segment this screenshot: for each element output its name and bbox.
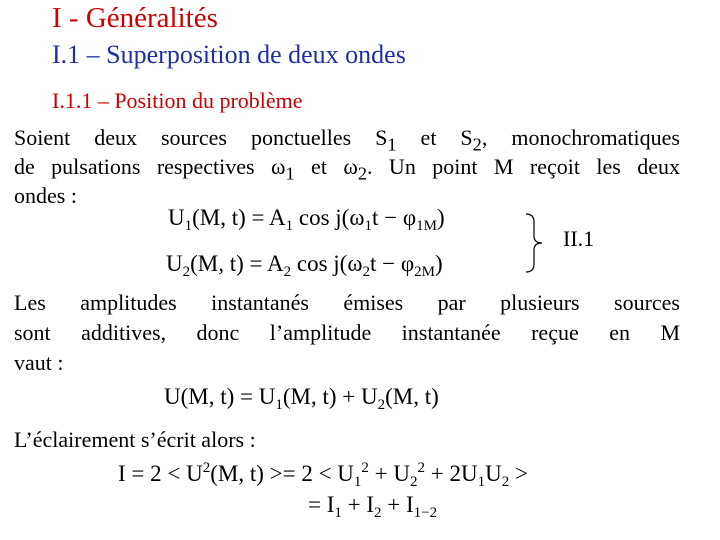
subsubsection-title: I.1.1 – Position du problème <box>52 88 303 113</box>
paragraph-2-line-2: sont additives, donc l’amplitude instantanée reçue en M <box>14 320 680 345</box>
equation-intensity-line-2: = $I_1 + I_2 + I_{1-2}$ <box>308 492 438 521</box>
section-title: I - Généralités <box>52 2 218 34</box>
equation-system-label: II.1 <box>563 226 595 251</box>
paragraph-1-line-1: Soient deux sources ponctuelles $S_1$ et $S_2$, monochromatiques <box>14 125 680 155</box>
subsection-title: I.1 – Superposition de deux ondes <box>52 40 406 69</box>
equation-u2: $U_2(M$, $t) = A_2$ $\cos j(\omega_2t - \varphi_{2M})$ <box>166 251 443 280</box>
right-brace-icon <box>520 212 550 274</box>
paragraph-1-line-2: de pulsations respectives $\omega_1$ et $\omega_2$. Un point M reçoit les deux <box>14 154 680 184</box>
equation-u1: $U_1(M$, $t) = A_1$ $\cos j(\omega_1t - \varphi_{1M})$ <box>168 205 445 234</box>
equation-intensity-line-1: $I = 2 < U^2(M$, $t) >= 2 < U_1^2 + U_2^2 + 2U_1U_2$ > <box>118 460 528 490</box>
paragraph-2-line-3: vaut : <box>14 350 64 375</box>
equation-sum: U(M, $t) = U_1(M$, $t) + U_2(M$, t) <box>164 384 439 413</box>
paragraph-3: L’éclairement s’écrit alors : <box>14 427 256 452</box>
paragraph-1-line-3: ondes : <box>14 183 77 208</box>
paragraph-2-line-1: Les amplitudes instantanés émises par plusieurs sources <box>14 290 680 315</box>
